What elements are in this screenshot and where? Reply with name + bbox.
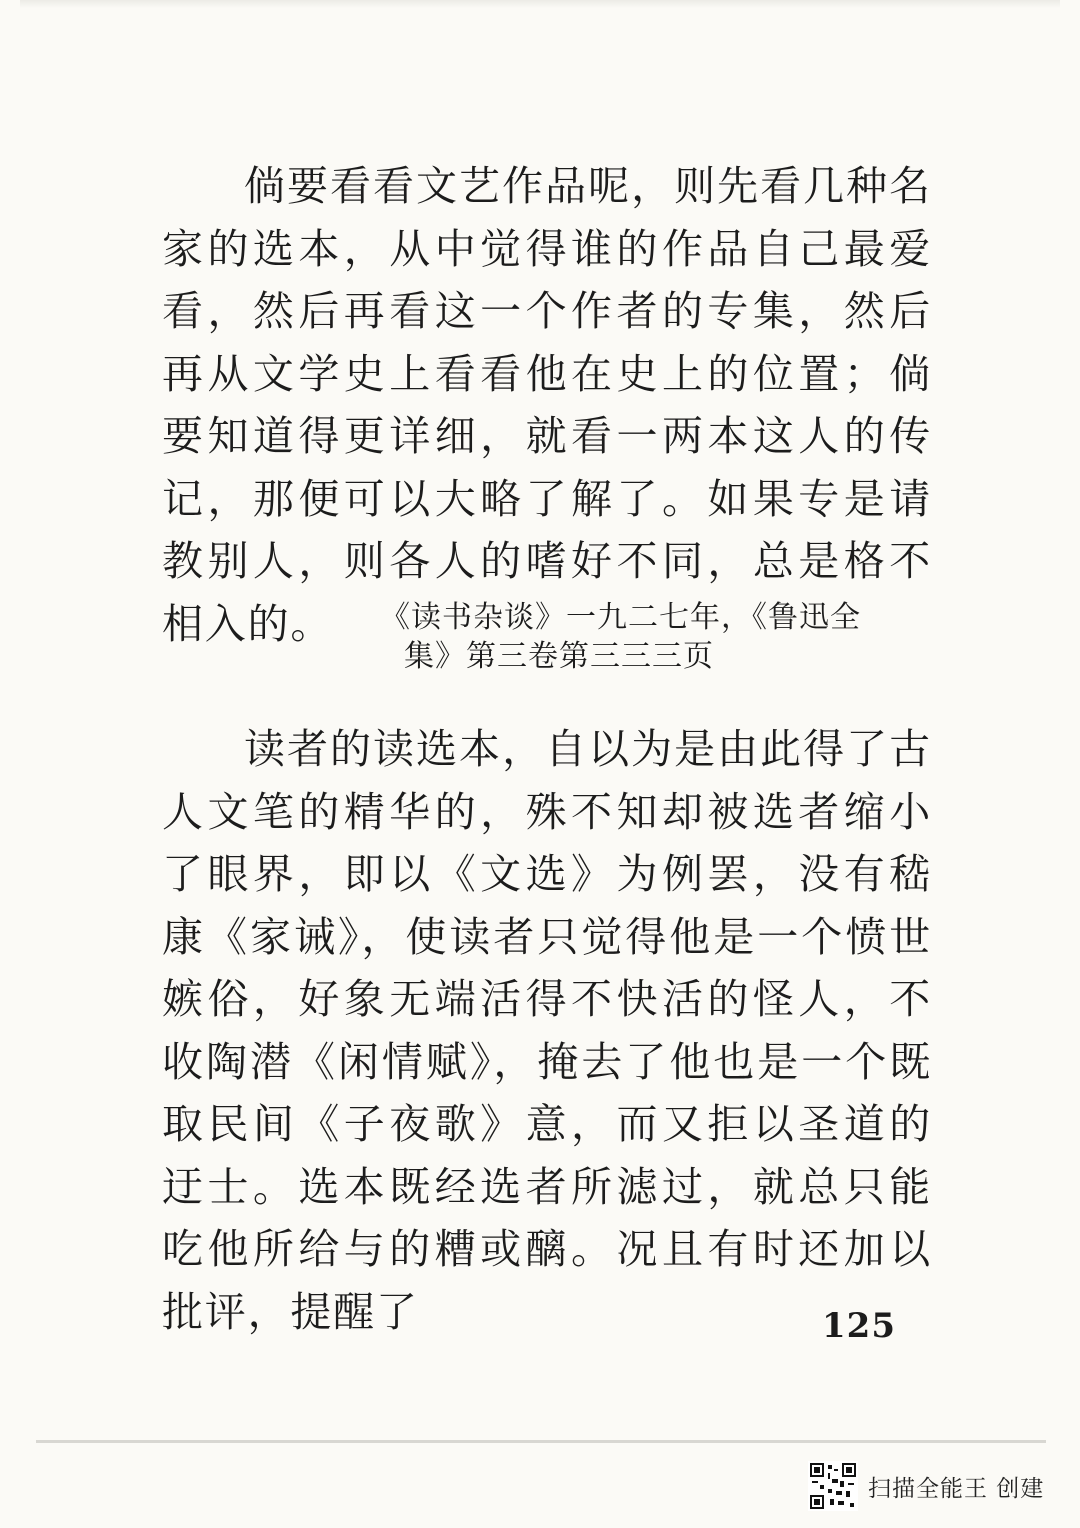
citation [380,598,920,676]
scan-bottom-edge [36,1440,1046,1443]
watermark-text: 扫描全能王 创建 [868,1475,1045,1502]
page-number: 125 [822,1306,896,1346]
qr-code-icon [808,1461,858,1511]
paragraph-1: 倘要看看文艺作品呢，则先看几种名家的选本，从中觉得谁的作品自己最爱看，然后再看这一个作者的专集，然后再从文学史上看看他在史上的位置；倘要知道得更详细，就看一两本这人的传记，那便可以大略了解了。如果专是请教别人，则各人的嗜好不同，总是格不相入的。 [162,162,932,648]
citation-line-1: 《读书杂谈》一九二七年，《鲁迅全 [380,600,861,635]
scanner-watermark [808,1460,1044,1512]
scan-top-edge [20,0,1060,8]
citation-line-2: 集》第三卷第三三三页 [404,639,714,674]
paragraph-2: 读者的读选本，自以为是由此得了古人文笔的精华的，殊不知却被选者缩小了眼界，即以《文选》为例罢，没有嵇康《家诫》，使读者只觉得他是一个愤世嫉俗，好象无端活得不快活的怪人，不收陶潜《闲情赋》，掩去了他也是一个既取民间《子夜歌》意，而又拒以圣道的迂士。选本既经选者所滤过，就总只能吃他所给与的糟或醨。况且有时还加以批评，提醒了 [162,725,932,1336]
